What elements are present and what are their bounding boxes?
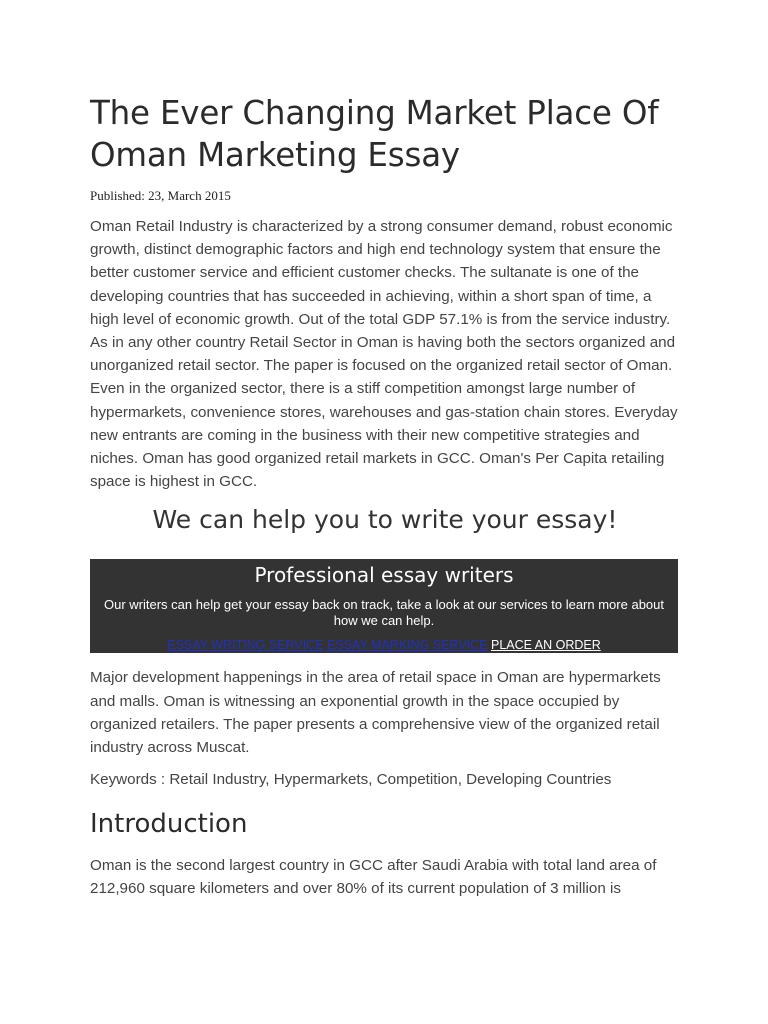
promo-box (90, 559, 678, 653)
third-paragraph: Oman is the second largest country in GCC after Saudi Arabia with total land area of 212,960 square kilometers and over 80% of its current population of 3 million is (90, 857, 657, 898)
essay-writing-service-link[interactable]: ESSAY WRITING SERVICE (167, 638, 324, 653)
essay-marking-service-link[interactable]: ESSAY MARKING SERVICE (327, 638, 488, 653)
section-heading-introduction: Introduction (90, 809, 248, 840)
intro-paragraph: Oman Retail Industry is characterized by a strong consumer demand, robust economic growth, distinct demographic factors and high end technology system that ensure the better customer service and efficient customer checks. The sultanate is one of the developing countries that has succeeded in achieving, within a short span of time, a high level of economic growth. Out of the total GDP 57.1% is from the service industry. As in any other country Retail Sector in Oman is having both the sectors organized and unorganized retail sector. The paper is focused on the organized retail sector of Oman. Even in the organized sector, there is a stiff competition amongst large number of hypermarkets, convenience stores, warehouses and gas-station chain stores. Everyday new entrants are coming in the business with their new competitive strategies and niches. Oman has good organized retail markets in GCC. Oman's Per Capita retailing space is highest in GCC. (90, 218, 678, 491)
page-title: The Ever Changing Market Place Of Oman Marketing Essay (90, 94, 659, 174)
promo-links (90, 637, 678, 653)
published-date: Published: 23, March 2015 (90, 188, 231, 203)
promo-title: Professional essay writers (254, 563, 514, 588)
place-an-order-link[interactable]: PLACE AN ORDER (490, 638, 601, 653)
keywords: Keywords : Retail Industry, Hypermarkets, Competition, Developing Countries (90, 771, 612, 789)
article (90, 0, 680, 901)
second-paragraph: Major development happenings in the area of retail space in Oman are hypermarkets and malls. Oman is witnessing an exponential growth in the space occupied by organized retailers. The paper presents a comprehensive view of the organized retail industry across Muscat. (90, 669, 661, 757)
cta-heading: We can help you to write your essay! (152, 505, 618, 535)
promo-text: Our writers can help get your essay back on track, take a look at our services to learn more about how we can help. (104, 597, 664, 629)
